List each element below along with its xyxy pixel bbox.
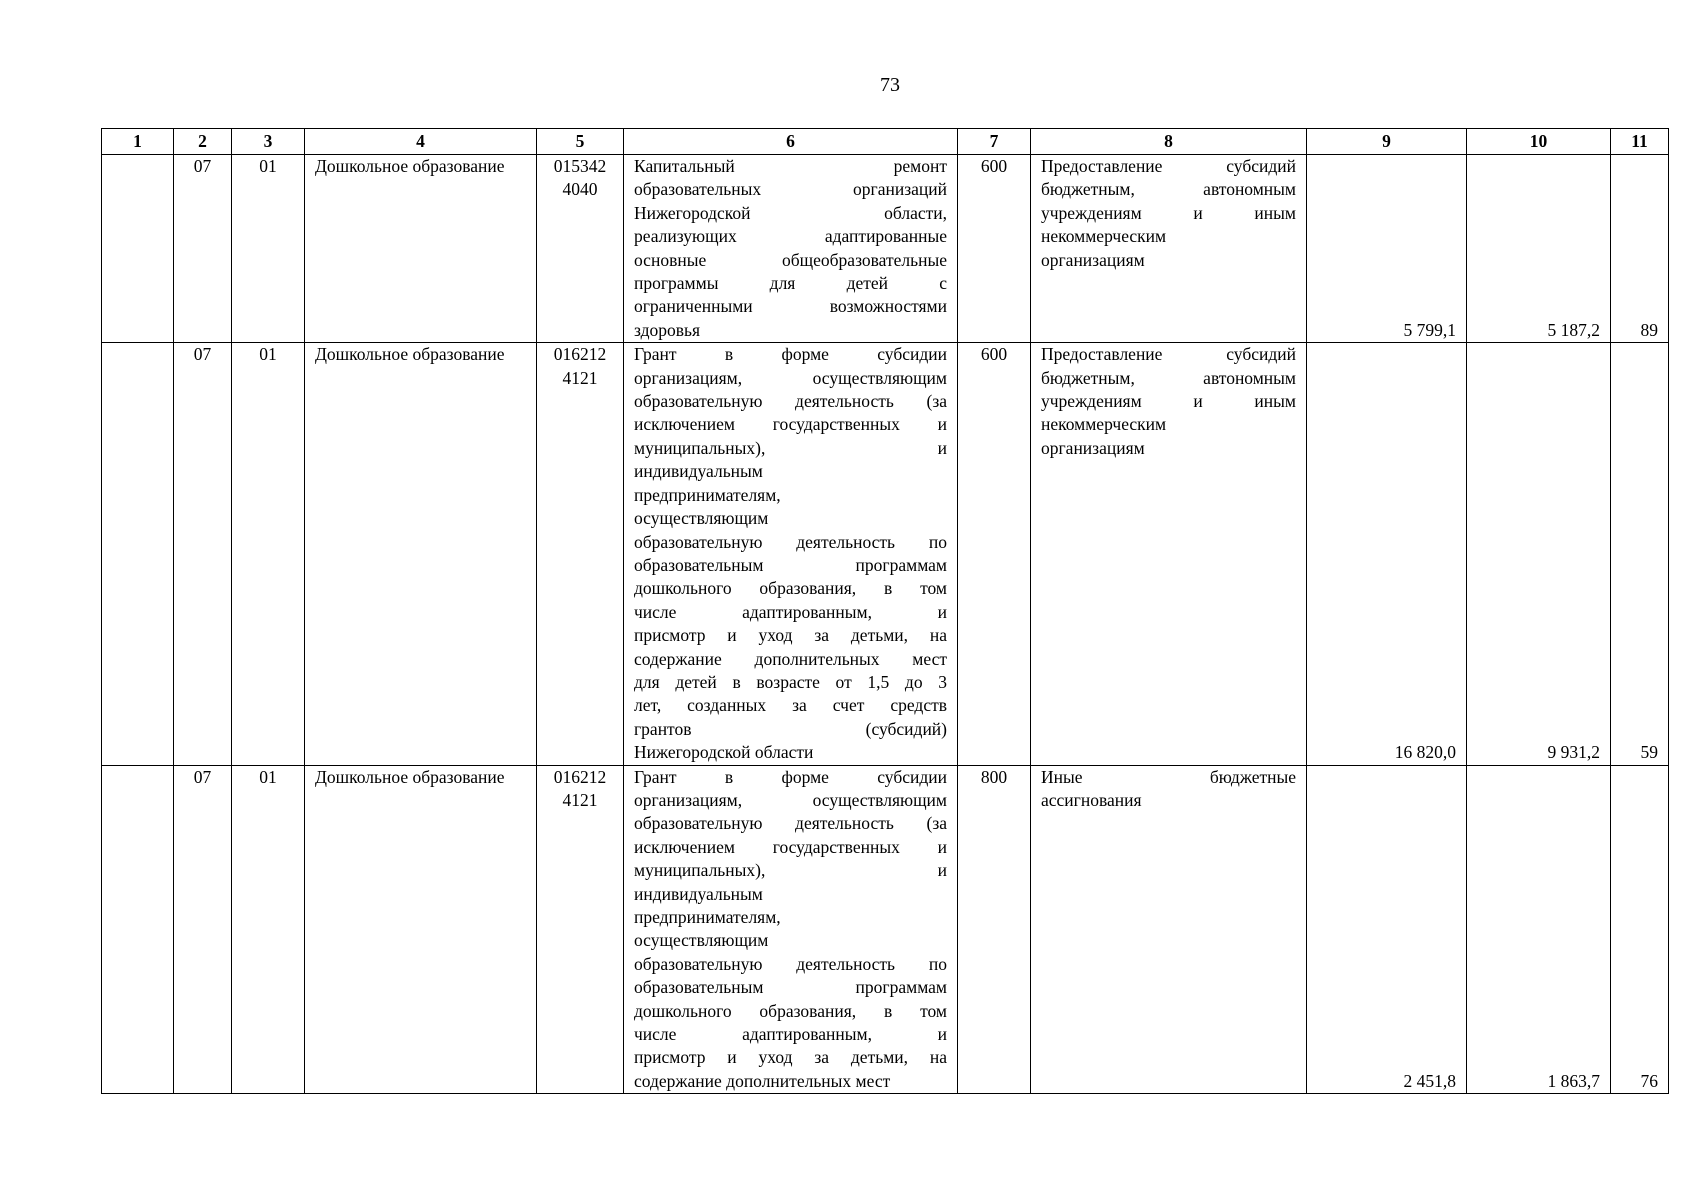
- description-line: дошкольного образования, в том: [634, 578, 947, 599]
- description-line: образовательную деятельность по: [634, 953, 947, 974]
- description-line: предпринимателям,: [634, 484, 781, 505]
- description-line: содержание дополнительных мест: [634, 648, 947, 669]
- description-line: осуществляющим: [634, 508, 769, 529]
- description-line: исключением государственных и: [634, 414, 947, 435]
- description-line: осуществляющим: [634, 930, 769, 951]
- header-cell: 4: [305, 129, 537, 155]
- cell-section-name: Дошкольное образование: [305, 155, 537, 343]
- description-line: основные общеобразовательные: [634, 249, 947, 270]
- description-line: образовательную деятельность (за: [634, 813, 947, 834]
- description-line: Нижегородской области: [634, 742, 814, 763]
- header-row: [102, 129, 1669, 155]
- description-line: муниципальных), и: [634, 437, 947, 458]
- target-code-part: 4040: [562, 179, 598, 200]
- cell-expense-code: 800: [958, 765, 1031, 1094]
- cell-target-code: [537, 765, 624, 1094]
- description-line: исключением государственных и: [634, 836, 947, 857]
- target-code-part: 4121: [562, 789, 598, 810]
- expense-line: ассигнования: [1041, 789, 1142, 810]
- description-line: организациям, осуществляющим: [634, 367, 947, 388]
- expense-line: учреждениям и иным: [1041, 391, 1296, 412]
- description-line: Грант в форме субсидии: [634, 344, 947, 365]
- description-line: присмотр и уход за детьми, на: [634, 1047, 947, 1068]
- cell-expense-name: [1031, 343, 1307, 765]
- target-code-part: 4121: [562, 367, 598, 388]
- expense-line: Предоставление субсидий: [1041, 156, 1296, 176]
- description-line: грантов (субсидий): [634, 718, 947, 739]
- description-line: присмотр и уход за детьми, на: [634, 625, 947, 646]
- cell-expense-code: 600: [958, 155, 1031, 343]
- expense-line: бюджетным, автономным: [1041, 179, 1296, 200]
- description-line: предпринимателям,: [634, 907, 781, 927]
- cell-col1: [102, 155, 174, 343]
- description-line: лет, созданных за счет средств: [634, 695, 947, 716]
- table-row: [102, 343, 1669, 765]
- cell-target-code: [537, 343, 624, 765]
- cell-section-name: Дошкольное образование: [305, 765, 537, 1094]
- cell-actual-amount: 5 187,2: [1467, 155, 1611, 343]
- expense-line: организациям: [1041, 249, 1145, 270]
- cell-section-name: Дошкольное образование: [305, 343, 537, 765]
- description-line: ограниченными возможностями: [634, 296, 947, 317]
- description-line: образовательную деятельность по: [634, 531, 947, 552]
- cell-subsection: 01: [232, 155, 305, 343]
- cell-col1: [102, 343, 174, 765]
- description-line: для детей в возрасте от 1,5 до 3: [634, 671, 947, 692]
- description-line: образовательную деятельность (за: [634, 391, 947, 412]
- description-line: числе адаптированным, и: [634, 1024, 947, 1045]
- header-cell: 10: [1467, 129, 1611, 155]
- description-line: образовательным программам: [634, 554, 947, 575]
- expense-line: некоммерческим: [1041, 226, 1167, 247]
- cell-target-code: [537, 155, 624, 343]
- budget-table: [101, 128, 1669, 1094]
- header-cell: 9: [1307, 129, 1467, 155]
- cell-section: 07: [174, 155, 232, 343]
- description-line: индивидуальным: [634, 461, 763, 482]
- cell-percent: 59: [1611, 343, 1669, 765]
- expense-line: Иные бюджетные: [1041, 766, 1296, 787]
- description-line: муниципальных), и: [634, 860, 947, 881]
- header-cell: 2: [174, 129, 232, 155]
- table-row: [102, 155, 1669, 343]
- expense-line: некоммерческим: [1041, 414, 1167, 435]
- description-line: содержание дополнительных мест: [634, 1070, 891, 1091]
- description-line: Капитальный ремонт: [634, 156, 947, 176]
- description-line: образовательным программам: [634, 977, 947, 998]
- cell-expense-code: 600: [958, 343, 1031, 765]
- expense-line: учреждениям и иным: [1041, 202, 1296, 223]
- cell-expense-name: [1031, 765, 1307, 1094]
- target-code-part: 016212: [553, 344, 607, 365]
- expense-line: бюджетным, автономным: [1041, 367, 1296, 388]
- description-line: дошкольного образования, в том: [634, 1000, 947, 1021]
- cell-plan-amount: 16 820,0: [1307, 343, 1467, 765]
- target-code-part: 015342: [553, 156, 607, 176]
- header-cell: 6: [624, 129, 958, 155]
- header-cell: 5: [537, 129, 624, 155]
- cell-description: [624, 765, 958, 1094]
- description-line: здоровья: [634, 319, 701, 340]
- cell-actual-amount: 1 863,7: [1467, 765, 1611, 1094]
- page-number: 73: [880, 74, 900, 96]
- description-line: реализующих адаптированные: [634, 226, 947, 247]
- cell-description: [624, 343, 958, 765]
- description-line: образовательных организаций: [634, 179, 947, 200]
- cell-percent: 89: [1611, 155, 1669, 343]
- cell-col1: [102, 765, 174, 1094]
- header-cell: 8: [1031, 129, 1307, 155]
- description-line: числе адаптированным, и: [634, 601, 947, 622]
- cell-subsection: 01: [232, 343, 305, 765]
- cell-plan-amount: 5 799,1: [1307, 155, 1467, 343]
- target-code-part: 016212: [553, 766, 607, 787]
- description-line: индивидуальным: [634, 883, 763, 904]
- header-cell: 3: [232, 129, 305, 155]
- cell-percent: 76: [1611, 765, 1669, 1094]
- expense-line: организациям: [1041, 437, 1145, 458]
- header-cell: 7: [958, 129, 1031, 155]
- cell-subsection: 01: [232, 765, 305, 1094]
- description-line: программы для детей с: [634, 273, 947, 294]
- description-line: Нижегородской области,: [634, 202, 947, 223]
- header-cell: 11: [1611, 129, 1669, 155]
- table-row: [102, 765, 1669, 1094]
- expense-line: Предоставление субсидий: [1041, 344, 1296, 365]
- cell-plan-amount: 2 451,8: [1307, 765, 1467, 1094]
- description-line: организациям, осуществляющим: [634, 789, 947, 810]
- cell-section: 07: [174, 343, 232, 765]
- cell-description: [624, 155, 958, 343]
- cell-actual-amount: 9 931,2: [1467, 343, 1611, 765]
- description-line: Грант в форме субсидии: [634, 766, 947, 787]
- cell-section: 07: [174, 765, 232, 1094]
- header-cell: 1: [102, 129, 174, 155]
- cell-expense-name: [1031, 155, 1307, 343]
